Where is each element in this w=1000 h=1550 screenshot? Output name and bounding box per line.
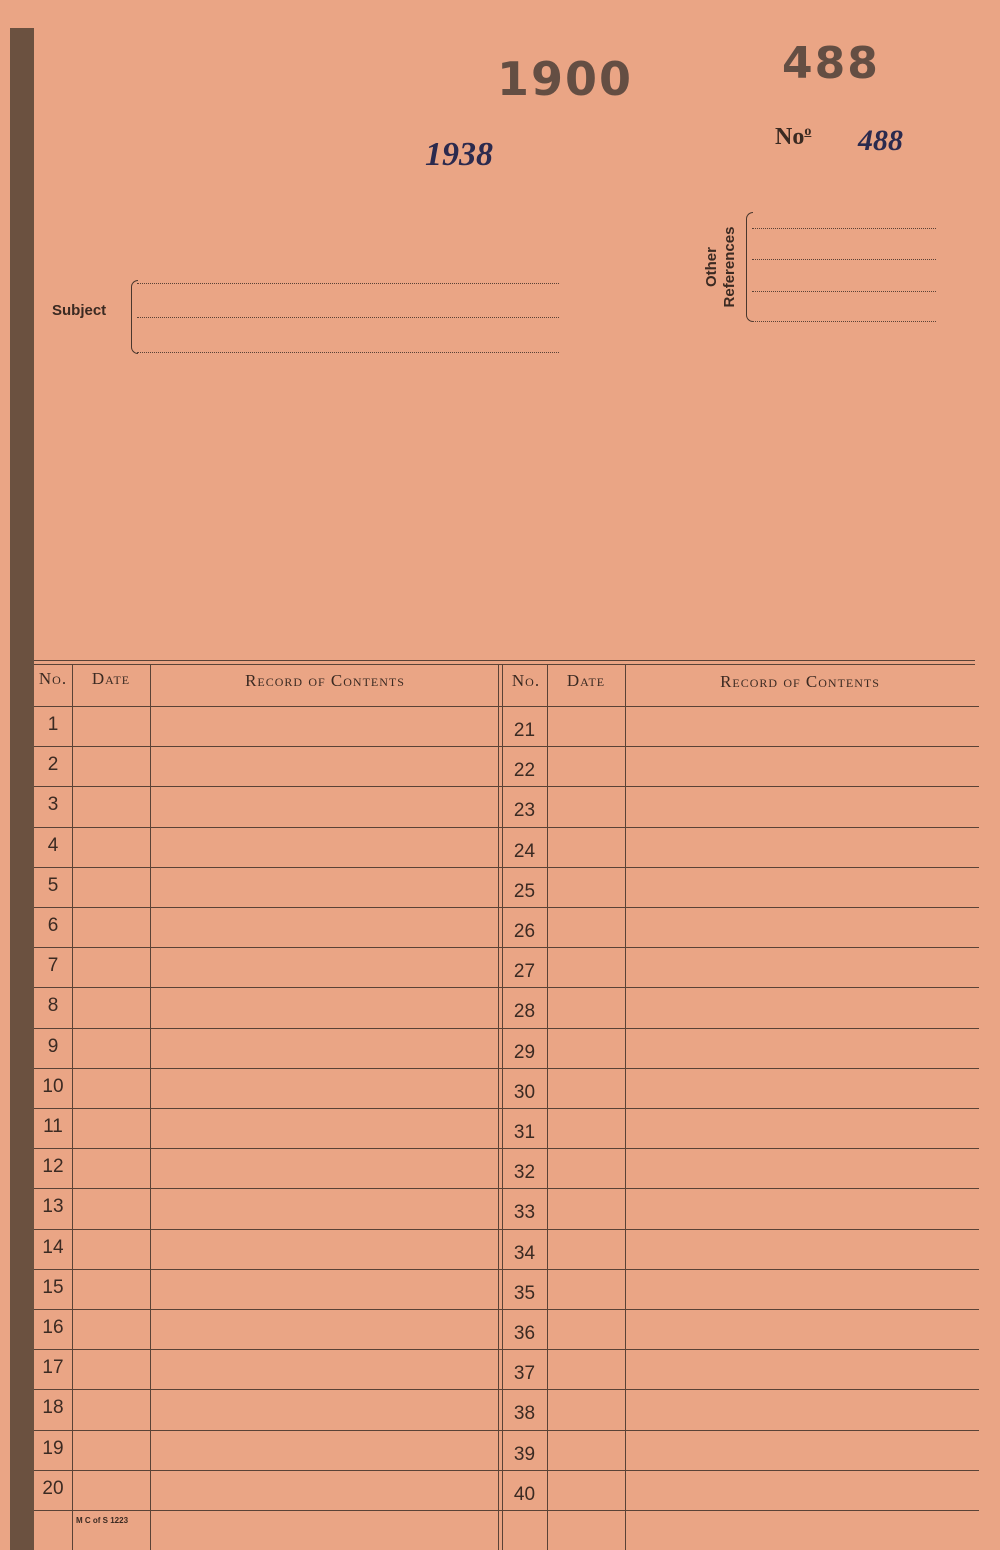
handwritten-year: 1938 [425, 136, 493, 173]
row-number-left: 6 [47, 915, 59, 936]
column-rule [72, 664, 73, 1550]
row-number-left: 20 [42, 1478, 64, 1499]
row-number-left: 1 [47, 714, 59, 735]
table-row-rule [34, 907, 979, 908]
reference-line [752, 259, 936, 260]
row-number-left: 8 [47, 995, 59, 1016]
table-row-rule [34, 1510, 979, 1511]
header-date-left: Date [91, 669, 131, 688]
row-number-right: 21 [513, 720, 536, 741]
row-number-right: 39 [513, 1444, 536, 1465]
file-number-label: No$^o$ [775, 124, 812, 150]
header-record-left: Record of Contents [245, 671, 405, 690]
table-row-rule [34, 1269, 979, 1270]
row-number-left: 9 [47, 1036, 59, 1057]
row-number-left: 4 [47, 835, 59, 856]
table-row-rule [34, 786, 979, 787]
table-row-rule [34, 827, 979, 828]
table-top-rule [34, 660, 975, 661]
row-number-right: 26 [513, 921, 536, 942]
table-row-rule [34, 746, 979, 747]
row-number-left: 7 [47, 955, 59, 976]
row-number-right: 30 [513, 1082, 536, 1103]
row-number-left: 3 [47, 794, 59, 815]
row-number-right: 24 [513, 841, 536, 862]
table-row-rule [34, 867, 979, 868]
handwritten-file-number: 488 [858, 124, 903, 157]
table-row-rule [34, 1389, 979, 1390]
reference-line [752, 321, 936, 322]
row-number-right: 32 [513, 1162, 536, 1183]
column-rule [150, 664, 151, 1550]
row-number-right: 36 [513, 1323, 536, 1344]
row-number-left: 11 [43, 1116, 63, 1137]
table-row-rule [34, 1148, 979, 1149]
reference-line [752, 228, 936, 229]
year-stamp: 1900 [497, 52, 634, 106]
row-number-left: 15 [42, 1277, 64, 1298]
row-number-right: 38 [513, 1403, 536, 1424]
table-row-rule [34, 987, 979, 988]
table-row-rule [34, 947, 979, 948]
other-references-label: Other References [703, 226, 738, 308]
column-rule [498, 664, 499, 1550]
table-top-rule [34, 664, 975, 665]
row-number-right: 25 [513, 881, 536, 902]
row-number-right: 22 [513, 760, 536, 781]
row-number-left: 12 [42, 1156, 64, 1177]
table-row-rule [34, 1309, 979, 1310]
column-rule [625, 664, 626, 1550]
row-number-right: 23 [513, 800, 536, 821]
row-number-right: 35 [513, 1283, 536, 1304]
table-row-rule [34, 1349, 979, 1350]
cover-spine [10, 28, 34, 1550]
row-number-right: 28 [513, 1001, 536, 1022]
table-row-rule [34, 1229, 979, 1230]
table-row-rule [34, 1108, 979, 1109]
subject-line [137, 352, 559, 353]
header-date-right: Date [566, 671, 606, 690]
header-record-right: Record of Contents [720, 672, 880, 691]
row-number-left: 17 [42, 1357, 64, 1378]
table-row-rule [34, 1470, 979, 1471]
row-number-right: 27 [513, 961, 536, 982]
row-number-right: 34 [513, 1243, 536, 1264]
row-number-left: 19 [42, 1438, 64, 1459]
table-row-rule [34, 1068, 979, 1069]
header-no-right: No. [511, 671, 541, 690]
row-number-left: 16 [42, 1317, 64, 1338]
header-no-left: No. [38, 669, 68, 688]
row-number-right: 40 [513, 1484, 536, 1505]
row-number-left: 5 [47, 875, 59, 896]
row-number-left: 13 [42, 1196, 64, 1217]
subject-line [137, 317, 559, 318]
row-number-right: 33 [513, 1202, 536, 1223]
row-number-left: 2 [47, 754, 59, 775]
row-number-right: 29 [513, 1042, 536, 1063]
reference-line [752, 291, 936, 292]
row-number-right: 37 [513, 1363, 536, 1384]
table-row-rule [34, 1188, 979, 1189]
row-number-left: 10 [42, 1076, 64, 1097]
row-number-left: 18 [42, 1397, 64, 1418]
row-number-right: 31 [513, 1122, 536, 1143]
column-rule [547, 664, 548, 1550]
row-number-left: 14 [42, 1237, 64, 1258]
file-number-stamp: 488 [782, 38, 880, 89]
subject-label: Subject [52, 302, 107, 319]
table-row-rule [34, 1028, 979, 1029]
table-row-rule [34, 706, 979, 707]
form-code: M C of S 1223 [76, 1516, 129, 1525]
table-row-rule [34, 1430, 979, 1431]
subject-line [137, 283, 559, 284]
